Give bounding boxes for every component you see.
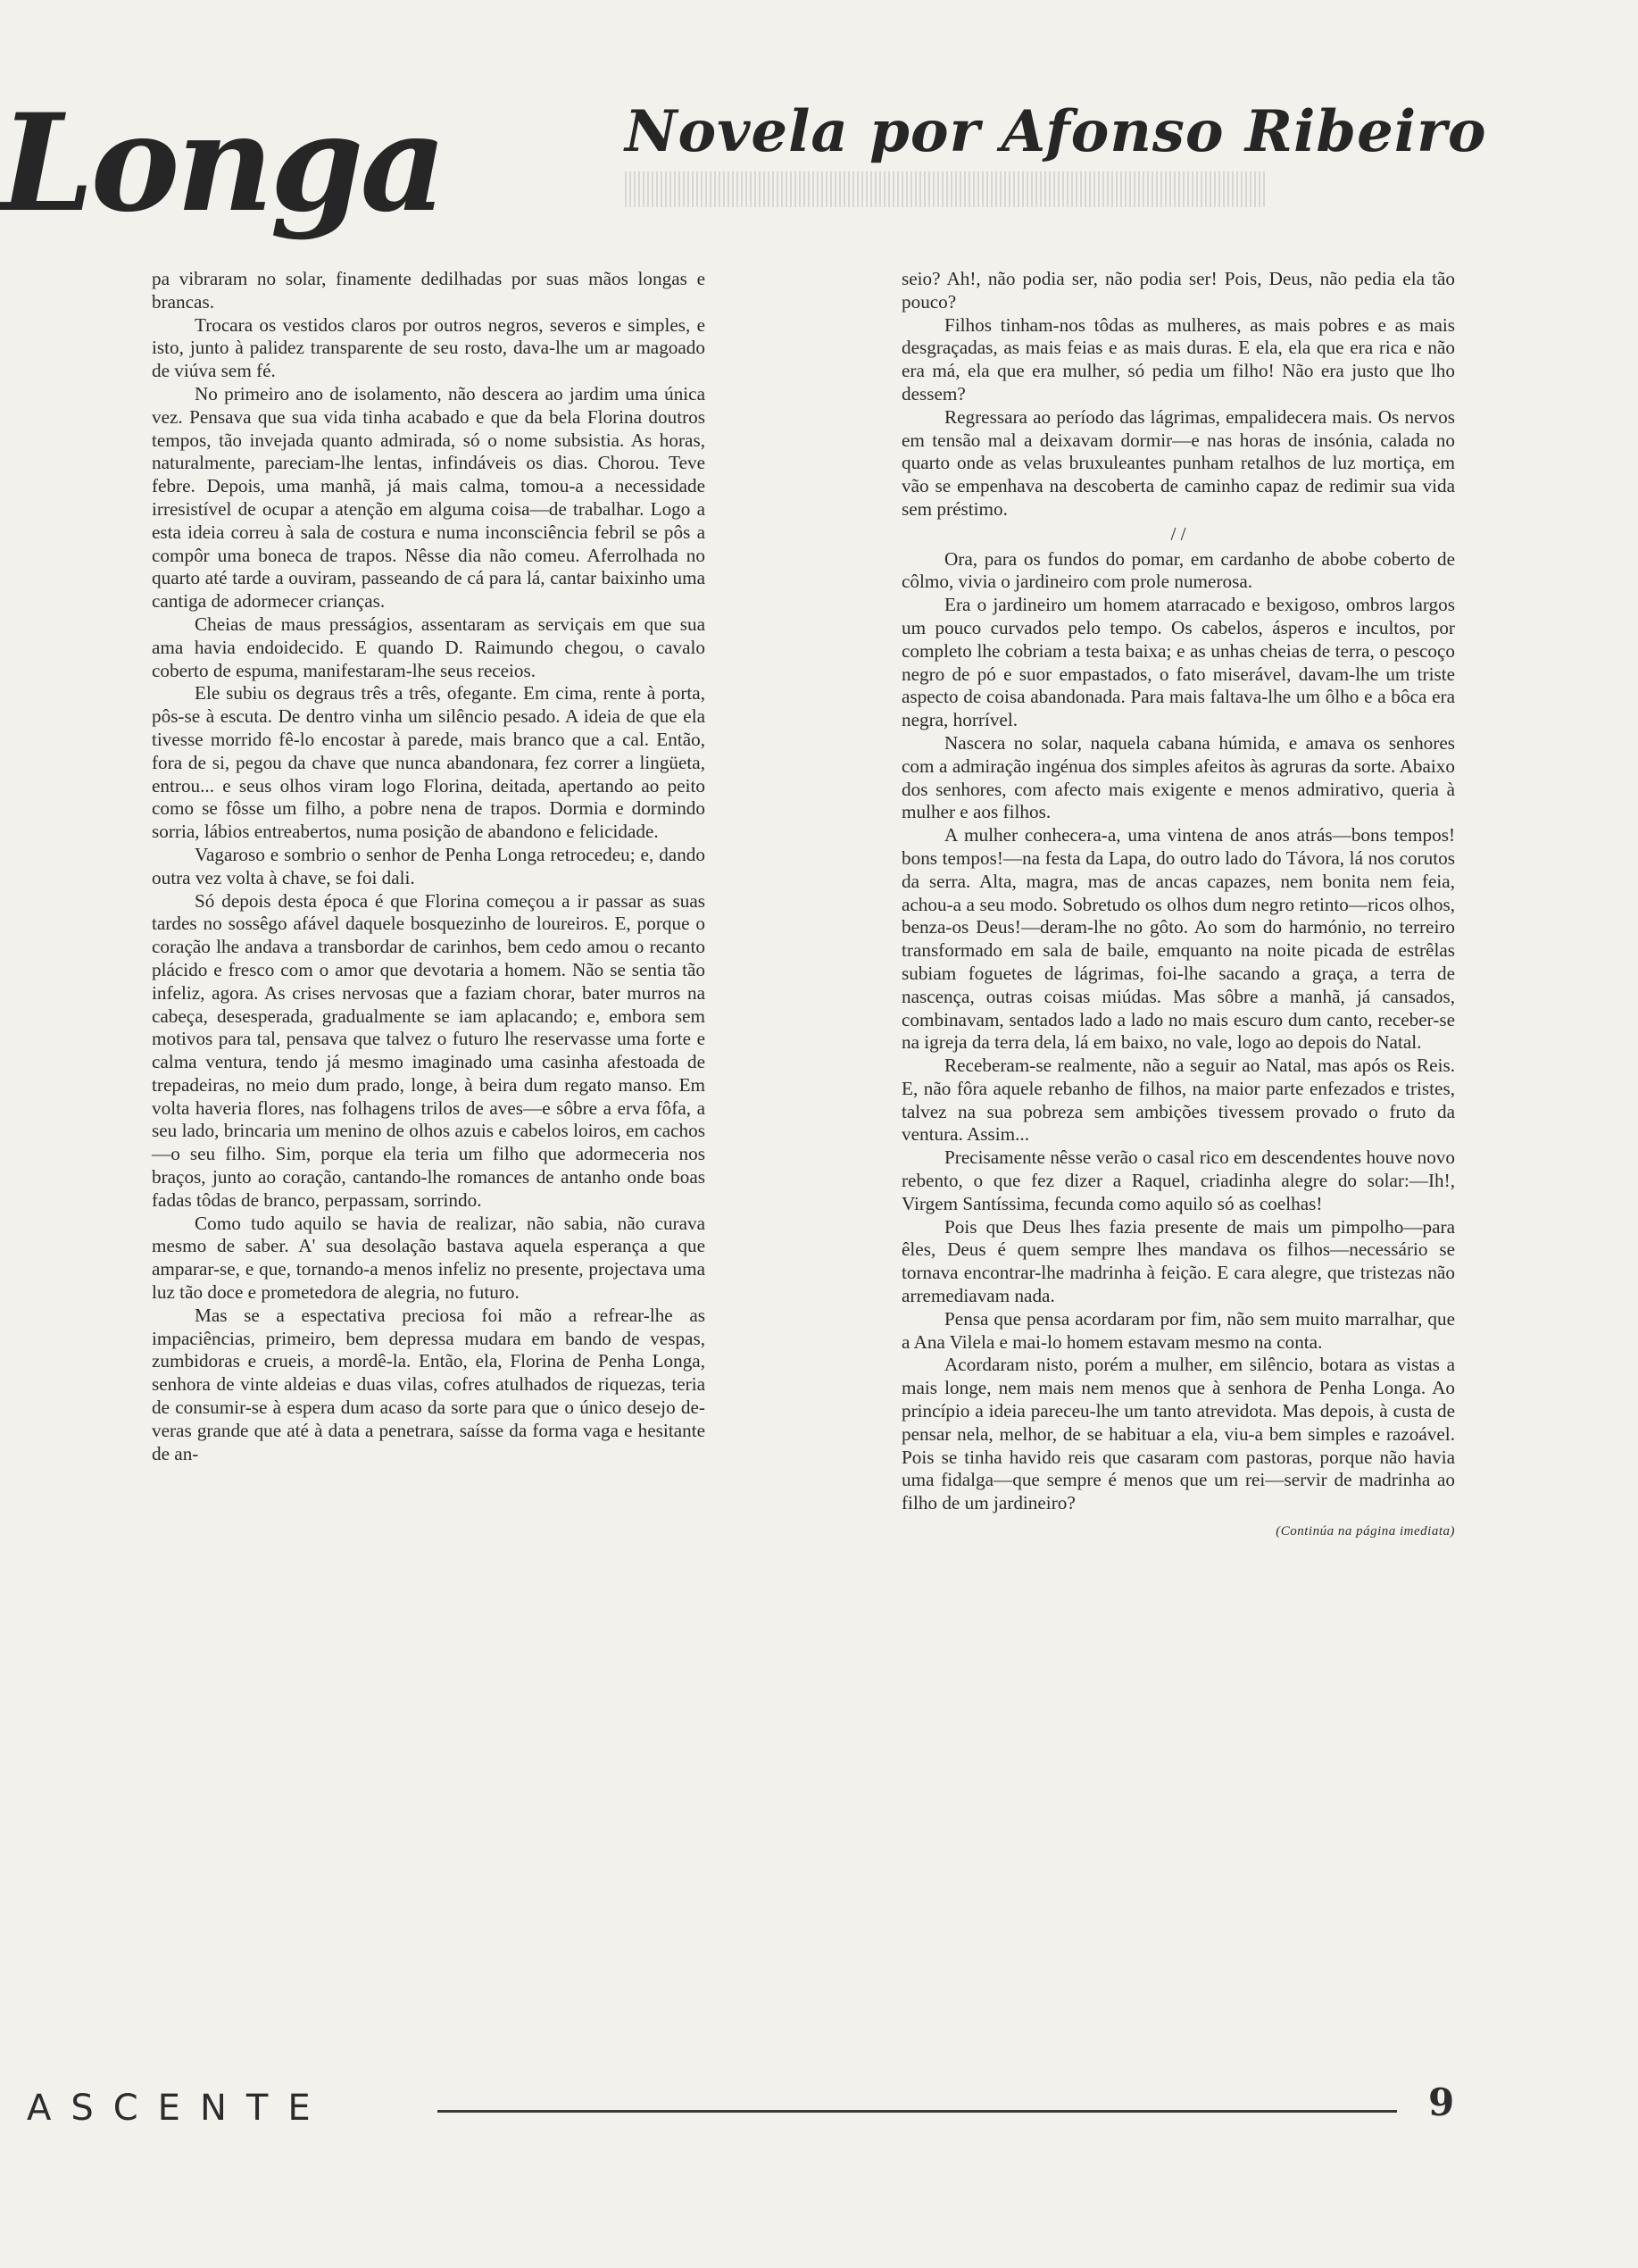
section-separator: / /: [1170, 522, 1186, 545]
paragraph: seio? Ah!, não podia ser, não podia ser! Pois, Deus, não pedia ela tão pouco?: [902, 268, 1455, 313]
paragraph: Ele subiu os degraus três a três, ofegante. Em cima, rente à porta, pôs-se à escuta. De dentro vinha um silêncio pesado. A ideia de que ela tivesse morrido fê-lo encostar à parede, mais branco que a cal. Então, fora de si, pegou da chave que nunca abandonara, fez correr a lingüeta, entrou... e seus olhos viram logo Florina, deitada, apertando ao peito como se fôsse um filho, a pobre nena de trapos. Dormia e dormindo sorria, lábios entreabertos, numa posição de abandono e felicidade.: [152, 682, 705, 843]
paragraph: Nascera no solar, naquela cabana húmida, e amava os senhores com a admiração ingénua dos simples afeitos às agruras da sorte. Abaixo dos senhores, com afecto mais exigente e menos admirativo, queria à mulher e aos filhos.: [902, 731, 1455, 823]
paragraph: Mas se a espectativa preciosa foi mão a refrear-lhe as impaciências, primeiro, bem depressa mudara em bando de vespas, zumbidoras e crueis, a mordê-la. Então, ela, Florina de Penha Longa, senhora de vinte aldeias e duas vilas, cofres atulhados de riquezas, teria de consumir-se à espera dum acaso da sorte para que o único desejo de-veras grande que até à data a penetrara, saísse da forma vaga e hesitante de an-: [152, 1304, 705, 1464]
left-column: [152, 268, 705, 1465]
paragraph: Pensa que pensa acordaram por fim, não sem muito marralhar, que a Ana Vilela e mai-lo homem estavam mesmo na conta.: [902, 1307, 1455, 1353]
page-number: 9: [1428, 2080, 1455, 2124]
paragraph: Ora, para os fundos do pomar, em cardanho de abobe coberto de côlmo, vivia o jardineiro com prole numerosa.: [902, 547, 1455, 593]
paragraph: Regressara ao período das lágrimas, empalidecera mais. Os nervos em tensão mal a deixavam dormir—e nas horas de insónia, calada no quarto onde as velas bruxuleantes punham retalhos de luz mortiça, em vão se empenhava na descoberta de caminho capaz de redimir sua vida sem préstimo.: [902, 405, 1455, 520]
paragraph: No primeiro ano de isolamento, não descera ao jardim uma única vez. Pensava que sua vida tinha acabado e que da bela Florina doutros tempos, tão invejada quanto admirada, só o nome subsistia. As horas, naturalmente, pareciam-lhe lentas, infindáveis os dias. Chorou. Teve febre. Depois, uma manhã, já mais calma, tomou-a a necessidade irresistível de ocupar a atenção em alguma coisa—de trabalhar. Logo a esta ideia correu à sala de costura e numa inconsciência febril se pôs a compôr uma boneca de trapos. Nêsse dia não comeu. Aferrolhada no quarto até tarde a ouviram, passeando de cá para lá, cantar baixinho uma cantiga de adormecer crianças.: [152, 382, 705, 613]
paragraph: Só depois desta época é que Florina começou a ir passar as suas tardes no sossêgo afável daquele bosquezinho de loureiros. E, porque o coração lhe andava a transbordar de carinhos, bem cedo amou o recanto plácido e fresco com o amor que devotaria a homem. Não se sentia tão infeliz, agora. As crises nervosas que a faziam chorar, bater murros na cabeça, desesperada, gradualmente se iam aplacando; e, embora sem motivos para tal, pensava que talvez o futuro lhe reservasse uma forte e calma ventura, tendo já mesmo imaginado uma casinha afestoada de trepadeiras, no meio dum prado, longe, à beira dum regato manso. Em volta haveria flores, nas folhagens trilos de aves—e sôbre a erva fôfa, a seu lado, brincaria um menino de olhos azuis e cabelos loiros, em cachos—o seu filho. Sim, porque ela teria um filho que adormeceria nos braços, junto ao coração, cantando-lhe romances de antanho onde boas fadas tôdas de branco, perpassam, sorrindo.: [152, 889, 705, 1211]
paragraph: Trocara os vestidos claros por outros negros, severos e simples, e isto, junto à palidez transparente de seu rosto, dava-lhe um ar magoado de viúva sem fé.: [152, 313, 705, 382]
paragraph: Cheias de maus presságios, assentaram as serviçais em que sua ama havia endoidecido. E quando D. Raimundo chegou, o cavalo coberto de espuma, manifestaram-lhe seus receios.: [152, 613, 705, 681]
footer-rule: [437, 2110, 1397, 2113]
magazine-name: ASCENTE: [27, 2088, 330, 2129]
paragraph: Como tudo aquilo se havia de realizar, não sabia, não curava mesmo de saber. A' sua desolação bastava aquela esperança a que amparar-se, e que, tornando-a menos infeliz no presente, projectava uma luz tão doce e prometedora de alegria, no futuro.: [152, 1212, 705, 1304]
story-byline: Novela por Afonso Ribeiro: [625, 98, 1487, 165]
paragraph: Acordaram nisto, porém a mulher, em silêncio, botara as vistas a mais longe, nem mais nem menos que à senhora de Penha Longa. Ao princípio a ideia pareceu-lhe um tanto atrevidota. Mas depois, à custa de pensar nela, melhor, de se habituar a ela, viu-a bem simples e razoável. Pois se tinha havido reis que casaram com pastoras, porque não havia uma fidalga—que sempre é menos que um rei—servir de madrinha ao filho de um jardineiro?: [902, 1354, 1455, 1514]
paragraph: A mulher conhecera-a, uma vintena de anos atrás—bons tempos! bons tempos!—na festa da Lapa, do outro lado do Távora, lá nos corutos da serra. Alta, magra, mas de ancas capazes, nem bonita nem feia, achou-a a seu modo. Sobretudo os olhos dum negro retinto—ricos olhos, benza-os Deus!—deram-lhe no gôto. Ao som do harmónio, no terreiro transformado em sala de baile, emquanto na noite picada de estrêlas subiam foguetes de lágrimas, foi-lhe sacando a graça, a terra de nascença, outras coisas miúdas. Mas sôbre a manhã, já cansados, combinavam, sentados lado a lado no mais escuro dum canto, receber-se na igreja da terra dela, lá em baixo, no vale, logo ao depois do Natal.: [902, 824, 1455, 1054]
paragraph: Era o jardineiro um homem atarracado e bexigoso, ombros largos um pouco curvados pelo tempo. Os cabelos, ásperos e incultos, por completo lhe cobriam a testa baixa; e as unhas cheias de terra, o pescoço negro de pó e suor empastados, o fato miserável, davam-lhe um triste aspecto de coisa abandonada. Para mais faltava-lhe um ôlho e a bôca era negra, horrível.: [902, 594, 1455, 731]
paragraph: Receberam-se realmente, não a seguir ao Natal, mas após os Reis. E, não fôra aquele rebanho de filhos, na maior parte enfezados e tristes, talvez na sua pobreza sem ambições tivessem provado o fruto da ventura. Assim...: [902, 1055, 1455, 1146]
paragraph: Filhos tinham-nos tôdas as mulheres, as mais pobres e as mais desgraçadas, as mais feias e as mais duras. E ela, ela que era rica e não era má, ela que era mulher, só pedia um filho! Não era justo que lho dessem?: [902, 313, 1455, 404]
story-title: Longa: [0, 85, 444, 242]
paragraph: Precisamente nêsse verão o casal rico em descendentes houve novo rebento, o que fez dizer a Raquel, criadinha alegre do solar:—Ih!, Virgem Santíssima, fecunda como aquilo só as coelhas!: [902, 1147, 1455, 1214]
byline-underline: [625, 171, 1268, 207]
continuation-note: (Continúa na página imediata): [1276, 1524, 1455, 1539]
right-column: [902, 268, 1455, 1544]
paragraph: Pois que Deus lhes fazia presente de mais um pimpolho—para êles, Deus é quem sempre lhes mandava os filhos—necessário se tornava encontrar-lhe madrinha à feição. E cara alegre, que tristezas não arremediavam nada.: [902, 1215, 1455, 1307]
paragraph: Vagaroso e sombrio o senhor de Penha Longa retrocedeu; e, dando outra vez volta à chave, se foi dali.: [152, 843, 705, 888]
paragraph: pa vibraram no solar, finamente dedilhadas por suas mãos longas e brancas.: [152, 268, 705, 313]
